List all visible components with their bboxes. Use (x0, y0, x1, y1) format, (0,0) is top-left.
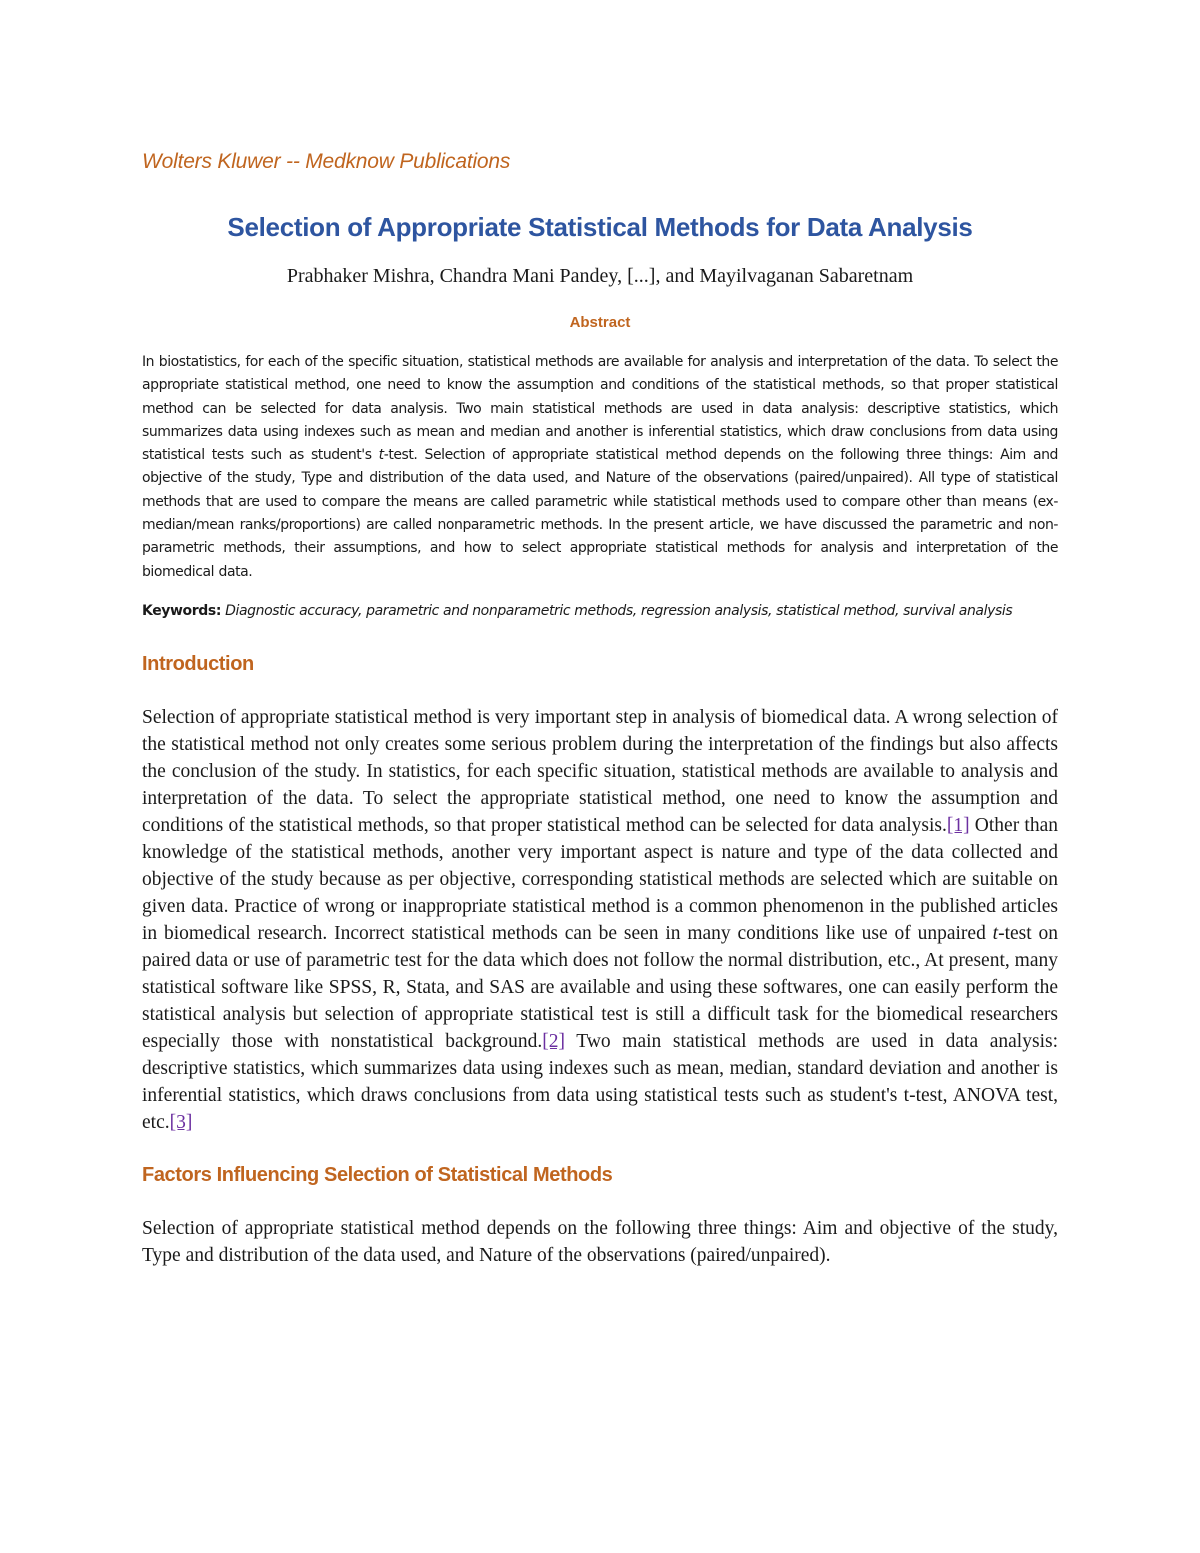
factors-paragraph: Selection of appropriate statistical method depends on the following three things: Aim and objective of the study, Type and distribution of the data used, and Nature of the observations (paired/unpaired). (142, 1217, 1058, 1266)
abstract-text-part-2: -test. Selection of appropriate statistical method depends on the following three things: Aim and objective of the study, Type and distribution of the data used, and Nature of the observations (paired/unpaired). All type of statistical methods that are used to compare the means are called parametric while statistical methods used to compare other than means (ex-median/mean ranks/proportions) are called nonparametric methods. In the present article, we have discussed the parametric and non-parametric methods, their assumptions, and how to select appropriate statistical methods for analysis and interpretation of the biomedical data. (142, 447, 1058, 580)
intro-text-part-3: -test on paired data or use of parametric test for the data which does not follow the normal distribution, etc., At present, many statistical software like SPSS, R, Stata, and SAS are available and using these softwares, one can easily perform the statistical analysis but selection of appropriate statistical test is still a difficult task for the biomedical researchers especially those with nonstatistical background. (142, 922, 1058, 1052)
introduction-paragraph (142, 704, 1058, 1136)
reference-link-1[interactable]: [1] (946, 814, 970, 836)
article-page (142, 150, 1058, 1269)
intro-text-part-1: Selection of appropriate statistical method is very important step in analysis of biomedical data. A wrong selection of the statistical method not only creates some serious problem during the interpretation of the findings but also affects the conclusion of the study. In statistics, for each specific situation, statistical methods are available to analysis and interpretation of the data. To select the appropriate statistical method, one need to know the assumption and conditions of the statistical methods, so that proper statistical method can be selected for data analysis. (142, 706, 1058, 836)
intro-text-part-4: Two main statistical methods are used in data analysis: descriptive statistics, which summarizes data using indexes such as mean, median, standard deviation and another is inferential statistics, which draws conclusions from data using statistical tests such as student's t-test, ANOVA test, etc. (142, 1030, 1058, 1133)
reference-link-2[interactable]: [2] (542, 1030, 565, 1052)
introduction-heading: Introduction (142, 652, 254, 675)
intro-text-part-2: Other than knowledge of the statistical methods, another very important aspect is nature and type of the data collected and objective of the study because as per objective, corresponding statistical methods are selected which are suitable on given data. Practice of wrong or inappropriate statistical method is a common phenomenon in the published articles in biomedical research. Incorrect statistical methods can be seen in many conditions like use of unpaired (142, 814, 1058, 944)
intro-t-italic: t (992, 922, 999, 944)
abstract-text (142, 351, 1058, 584)
reference-link-3[interactable]: [3] (169, 1111, 193, 1133)
abstract-text-part-1: In biostatistics, for each of the specific situation, statistical methods are available for analysis and interpretation of the data. To select the appropriate statistical method, one need to know the assumption and conditions of the statistical methods, so that proper statistical method can be selected for data analysis. Two main statistical methods are used in data analysis: descriptive statistics, which summarizes data using indexes such as mean and median and another is inferential statistics, which draw conclusions from data using statistical tests such as student's (142, 354, 1058, 464)
factors-heading: Factors Influencing Selection of Statistical Methods (142, 1163, 613, 1186)
publisher-name: Wolters Kluwer -- Medknow Publications (142, 150, 511, 173)
abstract-heading: Abstract (569, 314, 631, 331)
keywords (142, 599, 1058, 623)
author-list: Prabhaker Mishra, Chandra Mani Pandey, [...], and Mayilvaganan Sabaretnam (286, 265, 914, 287)
keywords-text: Diagnostic accuracy, parametric and nonparametric methods, regression analysis, statistical method, survival analysis (225, 602, 1013, 619)
keywords-label: Keywords: (142, 602, 222, 619)
article-title: Selection of Appropriate Statistical Methods for Data Analysis (227, 212, 973, 242)
abstract-t-italic: t (378, 447, 384, 464)
